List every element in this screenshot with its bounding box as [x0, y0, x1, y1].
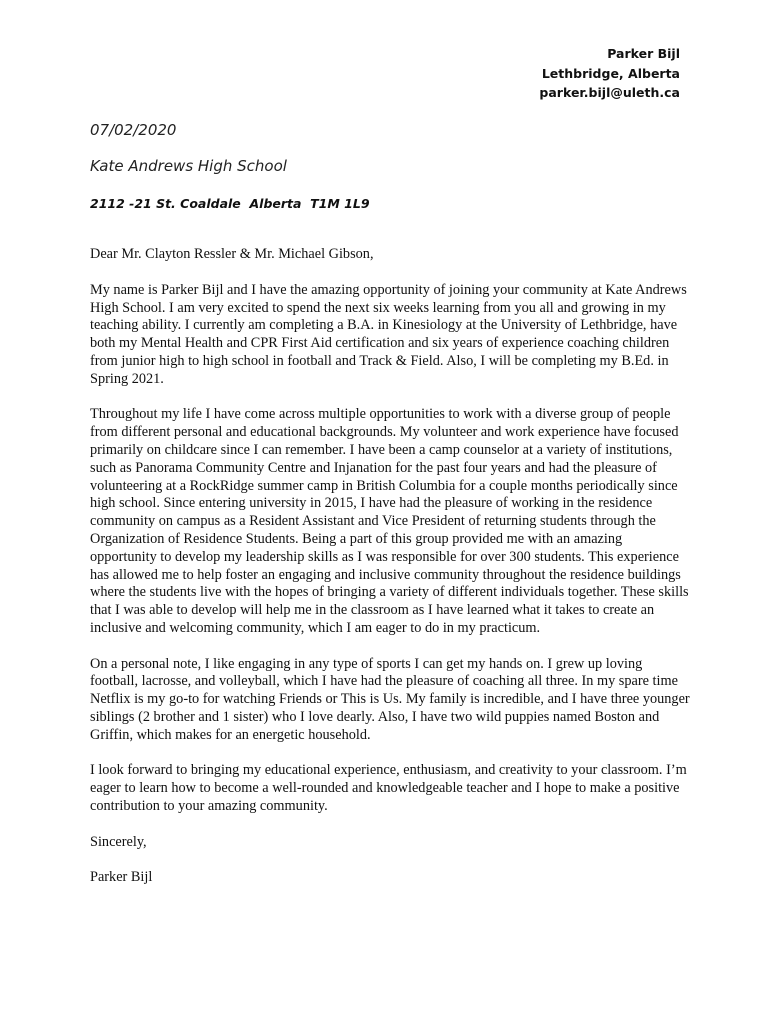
letter-body [90, 246, 690, 905]
sender-block [539, 44, 680, 103]
paragraph-personal: On a personal note, I like engaging in any type of sports I can get my hands on. I grew up loving football, lacrosse, and volleyball, which I have had the pleasure of coaching all three. In my spare time Netflix is my go-to for watching Friends or This is Us. My family is incredible, and I have three younger siblings (2 brother and 1 sister) who I love dearly. Also, I have two wild puppies named Boston and Griffin, which makes for an energetic household. [90, 655, 690, 743]
sender-location: Lethbridge, Alberta [541, 65, 680, 81]
salutation: Dear Mr. Clayton Ressler & Mr. Michael Gibson, [90, 246, 374, 262]
recipient-school: Kate Andrews High School [90, 157, 287, 175]
paragraph-closing-remarks: I look forward to bringing my educational experience, enthusiasm, and creativity to your classroom. I’m eager to learn how to become a well-rounded and knowledgeable teacher and I hope to make a positive contribution to your amazing community. [90, 762, 687, 814]
sender-email: parker.bijl@uleth.ca [539, 85, 680, 100]
recipient-address: 2112 -21 St. Coaldale Alberta T1M 1L9 [90, 196, 370, 211]
paragraph-intro: My name is Parker Bijl and I have the amazing opportunity of joining your community at Kate Andrews High School. I am very excited to spend the next six weeks learning from you all and growing in my teaching ability. I currently am completing a B.A. in Kinesiology at the University of Lethbridge, have both my Mental Health and CPR First Aid certification and six years of experience coaching children from junior high to high school in football and Track & Field. Also, I will be completing my B.Ed. in Spring 2021. [90, 281, 687, 387]
paragraph-experience: Throughout my life I have come across multiple opportunities to work with a diverse group of people from different personal and educational backgrounds. My volunteer and work experience have focused primarily on childcare since I can remember. I have been a camp counselor at a variety of institutions, such as Panorama Community Centre and Injanation for the past four years and had the pleasure of volunteering at a RockRidge summer camp in British Columbia for a couple months periodically since high school. Since entering university in 2015, I have had the pleasure of working in the residence community on campus as a Resident Assistant and Vice President of returning students through the Organization of Residence Students. Being a part of this group provided me with an amazing opportunity to develop my leadership skills as I was responsible for over 300 students. This experience has allowed me to help foster an engaging and inclusive community throughout the residence buildings where the students live with the hopes of bringing a variety of different individuals together. These skills that I was able to develop will help me in the classroom as I have learned what it takes to create an inclusive and welcoming community, which I am eager to do in my practicum. [90, 406, 689, 636]
sender-name: Parker Bijl [607, 46, 680, 61]
letter-date: 07/02/2020 [90, 121, 177, 139]
signature: Parker Bijl [90, 869, 153, 886]
closing: Sincerely, [90, 833, 147, 850]
